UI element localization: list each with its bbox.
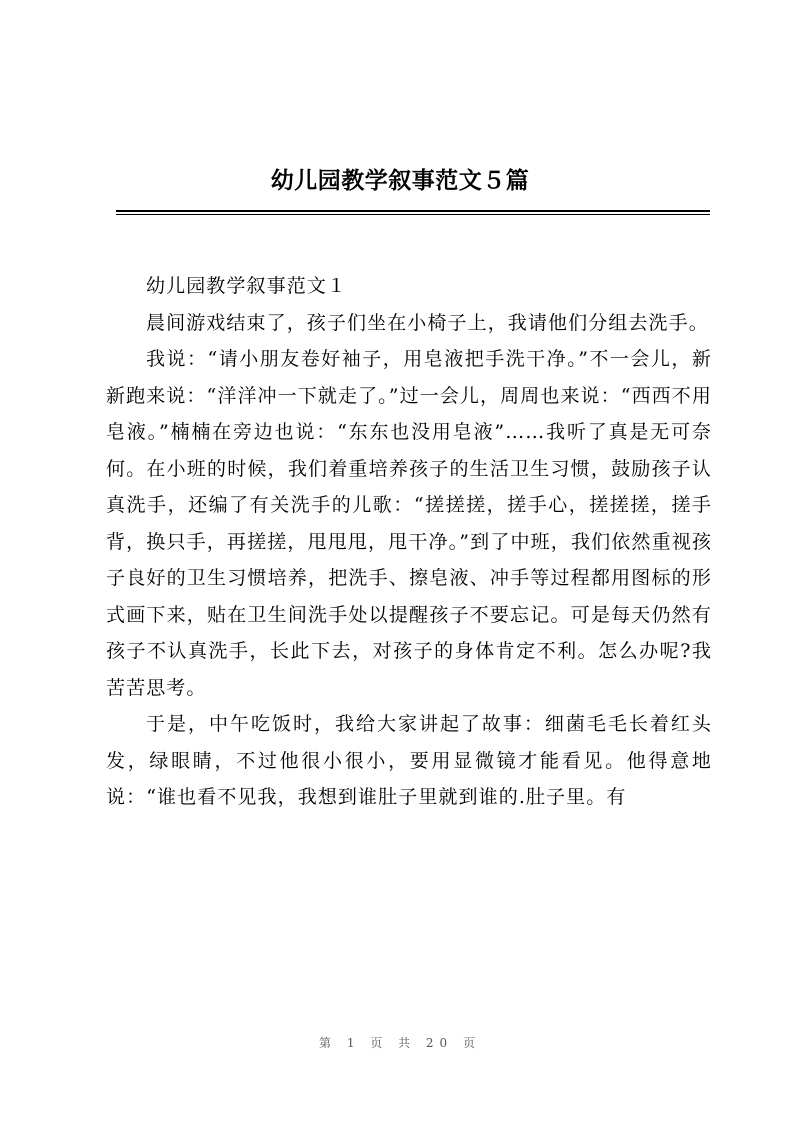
page-footer: 第 1 页 共 20 页 bbox=[319, 1036, 481, 1050]
document-body bbox=[106, 268, 712, 816]
title-rule-thick bbox=[116, 210, 710, 212]
paragraph: 晨间游戏结束了，孩子们坐在小椅子上，我请他们分组去洗手。 bbox=[146, 311, 709, 334]
section-heading: 幼儿园教学叙事范文１ bbox=[146, 275, 348, 297]
document-title: 幼儿园教学叙事范文５篇 bbox=[270, 167, 530, 194]
paragraph: 于是，中午吃饭时，我给大家讲起了故事：细菌毛毛长着红头发，绿眼睛，不过他很小很小，要用显微镜才能看见。他得意地说：“谁也看不见我，我想到谁肚子里就到谁的.肚子里。有 bbox=[106, 713, 712, 808]
title-rule-thin bbox=[116, 214, 710, 215]
paragraph: 我说：“请小朋友卷好袖子，用皂液把手洗干净。”不一会儿，新新跑来说：“洋洋冲一下就走了。”过一会儿，周周也来说：“西西不用皂液。”楠楠在旁边也说：“东东也没用皂液”……我听了真是无可奈何。在小班的时候，我们着重培养孩子的生活卫生习惯，鼓励孩子认真洗手，还编了有关洗手的儿歌：“搓搓搓，搓手心，搓搓搓，搓手背，换只手，再搓搓，甩甩甩，甩干净。”到了中班，我们依然重视孩子良好的卫生习惯培养，把洗手、擦皂液、冲手等过程都用图标的形式画下来，贴在卫生间洗手处以提醒孩子不要忘记。可是每天仍然有孩子不认真洗手，长此下去，对孩子的身体肯定不利。怎么办呢?我苦苦思考。 bbox=[106, 348, 712, 699]
